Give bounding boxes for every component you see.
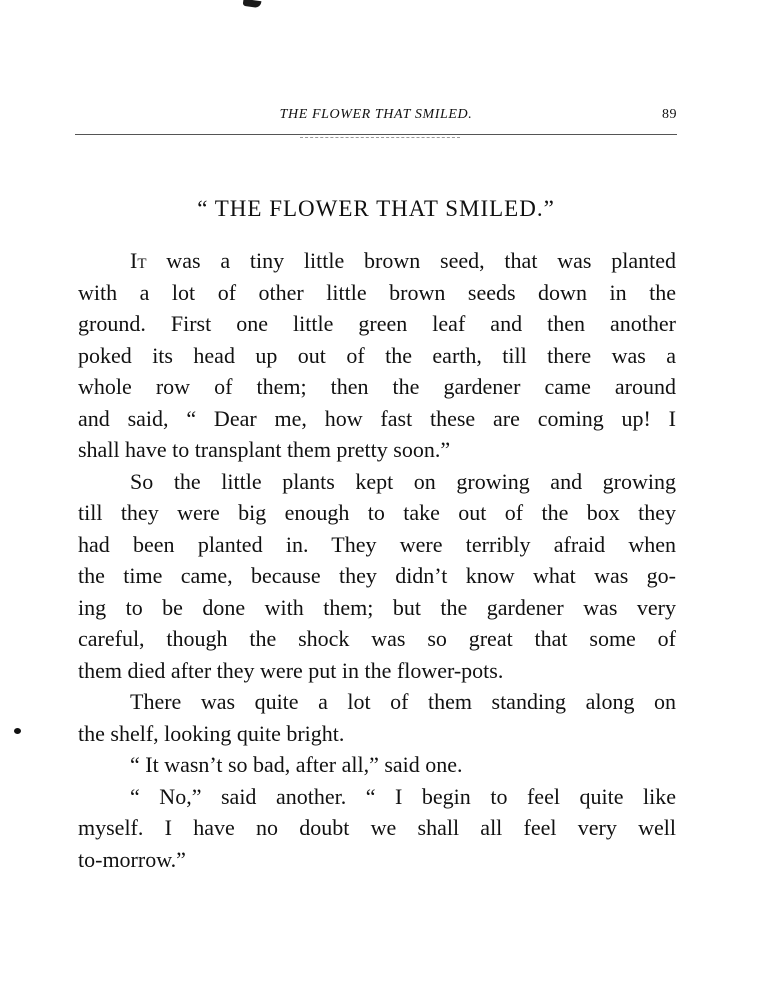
text-line: careful, though the shock was so great that some of (78, 626, 676, 651)
ink-smudge (243, 0, 262, 8)
line-rest: was a tiny little brown seed, that was planted (146, 248, 676, 273)
text-line: “ No,” said another. “ I begin to feel quite like (130, 783, 676, 809)
drop-word: It (130, 248, 147, 273)
text-line: “ It wasn’t so bad, after all,” said one. (130, 752, 463, 777)
text-line: So the little plants kept on growing and growing (130, 468, 676, 494)
text-line (78, 245, 676, 277)
header-rule-faint (300, 137, 460, 138)
running-head-title: THE FLOWER THAT SMILED. (279, 107, 473, 122)
text-line: myself. I have no doubt we shall all feel very well (78, 815, 676, 840)
text-line: to-morrow.” (78, 846, 186, 872)
text-line: the shelf, looking quite bright. (78, 720, 345, 746)
text-line: them died after they were put in the flower-pots. (78, 657, 504, 683)
text-line: ground. First one little green leaf and then another (78, 311, 676, 336)
text-line: shall have to transplant them pretty soon.” (78, 437, 451, 462)
text-line: poked its head up out of the earth, till there was a (78, 342, 676, 368)
page-number: 89 (662, 107, 677, 122)
text-line: There was quite a lot of them standing along on (130, 689, 676, 714)
running-head (75, 107, 677, 129)
text-line: till they were big enough to take out of the box they (78, 500, 676, 525)
text-line: had been planted in. They were terribly afraid when (78, 531, 676, 557)
text-line: with a lot of other little brown seeds down in the (78, 279, 676, 305)
chapter-title: “ THE FLOWER THAT SMILED.” (197, 196, 555, 221)
header-rule (75, 134, 677, 135)
text-line: whole row of them; then the gardener came around (78, 374, 676, 399)
text-line: the time came, because they didn’t know what was go- (78, 563, 676, 588)
margin-ink-dot (14, 728, 21, 734)
body-text (78, 245, 676, 875)
text-line: ing to be done with them; but the gardener was very (78, 594, 676, 620)
text-line: and said, “ Dear me, how fast these are coming up! I (78, 405, 676, 431)
